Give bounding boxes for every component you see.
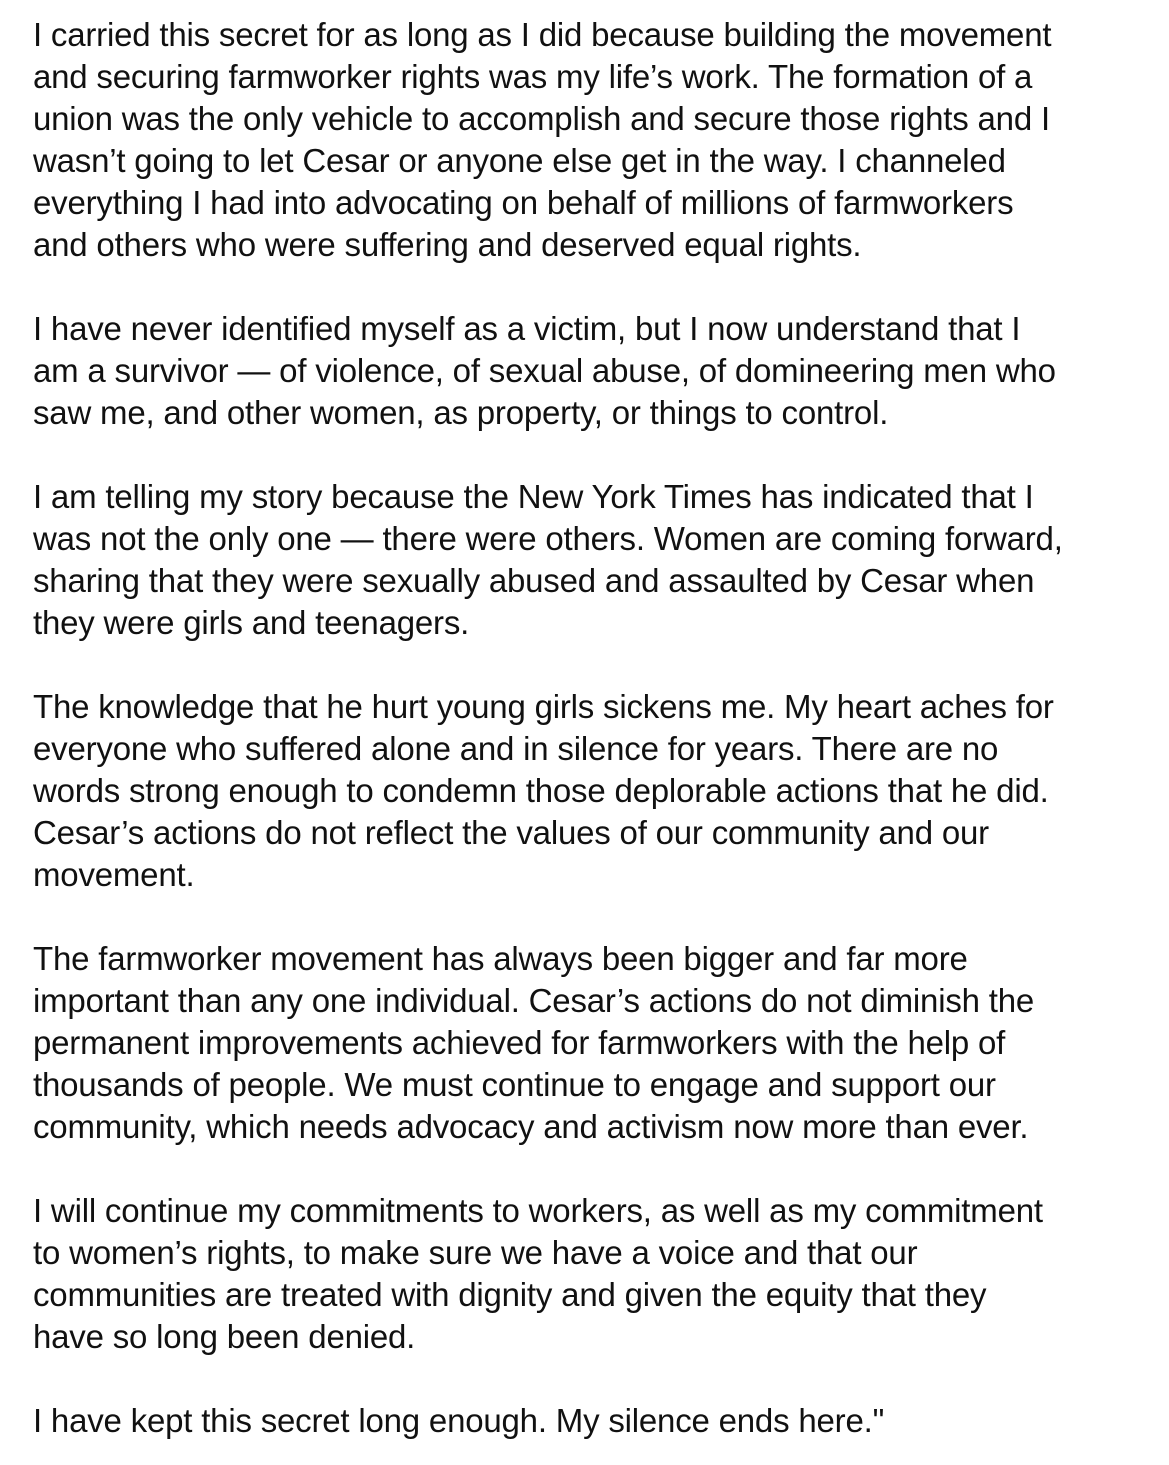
statement-text <box>33 14 1169 1442</box>
text-line: and others who were suffering and deserved equal rights. <box>33 226 862 263</box>
text-line: and securing farmworker rights was my life’s work. The formation of a <box>33 58 1033 95</box>
text-line: thousands of people. We must continue to engage and support our <box>33 1066 996 1103</box>
text-line: everyone who suffered alone and in silence for years. There are no <box>33 730 999 767</box>
text-line: permanent improvements achieved for farmworkers with the help of <box>33 1024 1006 1061</box>
text-line: saw me, and other women, as property, or things to control. <box>33 394 889 431</box>
text-line: they were girls and teenagers. <box>33 604 470 641</box>
text-line: I will continue my commitments to workers, as well as my commitment <box>33 1192 1043 1229</box>
text-line: union was the only vehicle to accomplish and secure those rights and I <box>33 100 1050 137</box>
text-line: wasn’t going to let Cesar or anyone else get in the way. I channeled <box>33 142 1006 179</box>
paragraph-5 <box>33 938 1169 1148</box>
text-line: sharing that they were sexually abused and assaulted by Cesar when <box>33 562 1035 599</box>
text-line: The knowledge that he hurt young girls sickens me. My heart aches for <box>33 688 1054 725</box>
paragraph-1 <box>33 14 1169 266</box>
text-line: was not the only one — there were others. Women are coming forward, <box>33 520 1063 557</box>
text-line: have so long been denied. <box>33 1318 416 1355</box>
text-line: important than any one individual. Cesar’s actions do not diminish the <box>33 982 1035 1019</box>
paragraph-6 <box>33 1190 1169 1358</box>
text-line: community, which needs advocacy and activism now more than ever. <box>33 1108 1029 1145</box>
text-line: everything I had into advocating on behalf of millions of farmworkers <box>33 184 1014 221</box>
text-line: I have kept this secret long enough. My silence ends here." <box>33 1402 885 1439</box>
text-line: The farmworker movement has always been bigger and far more <box>33 940 968 977</box>
text-line: movement. <box>33 856 195 893</box>
paragraph-3 <box>33 476 1169 644</box>
text-line: Cesar’s actions do not reflect the values of our community and our <box>33 814 989 851</box>
paragraph-7 <box>33 1400 1169 1442</box>
text-line: I am telling my story because the New York Times has indicated that I <box>33 478 1034 515</box>
paragraph-4 <box>33 686 1169 896</box>
text-line: to women’s rights, to make sure we have a voice and that our <box>33 1234 918 1271</box>
text-line: I have never identified myself as a victim, but I now understand that I <box>33 310 1021 347</box>
text-line: communities are treated with dignity and given the equity that they <box>33 1276 987 1313</box>
text-line: am a survivor — of violence, of sexual abuse, of domineering men who <box>33 352 1056 389</box>
paragraph-2 <box>33 308 1169 434</box>
text-line: words strong enough to condemn those deplorable actions that he did. <box>33 772 1049 809</box>
text-line: I carried this secret for as long as I did because building the movement <box>33 16 1052 53</box>
